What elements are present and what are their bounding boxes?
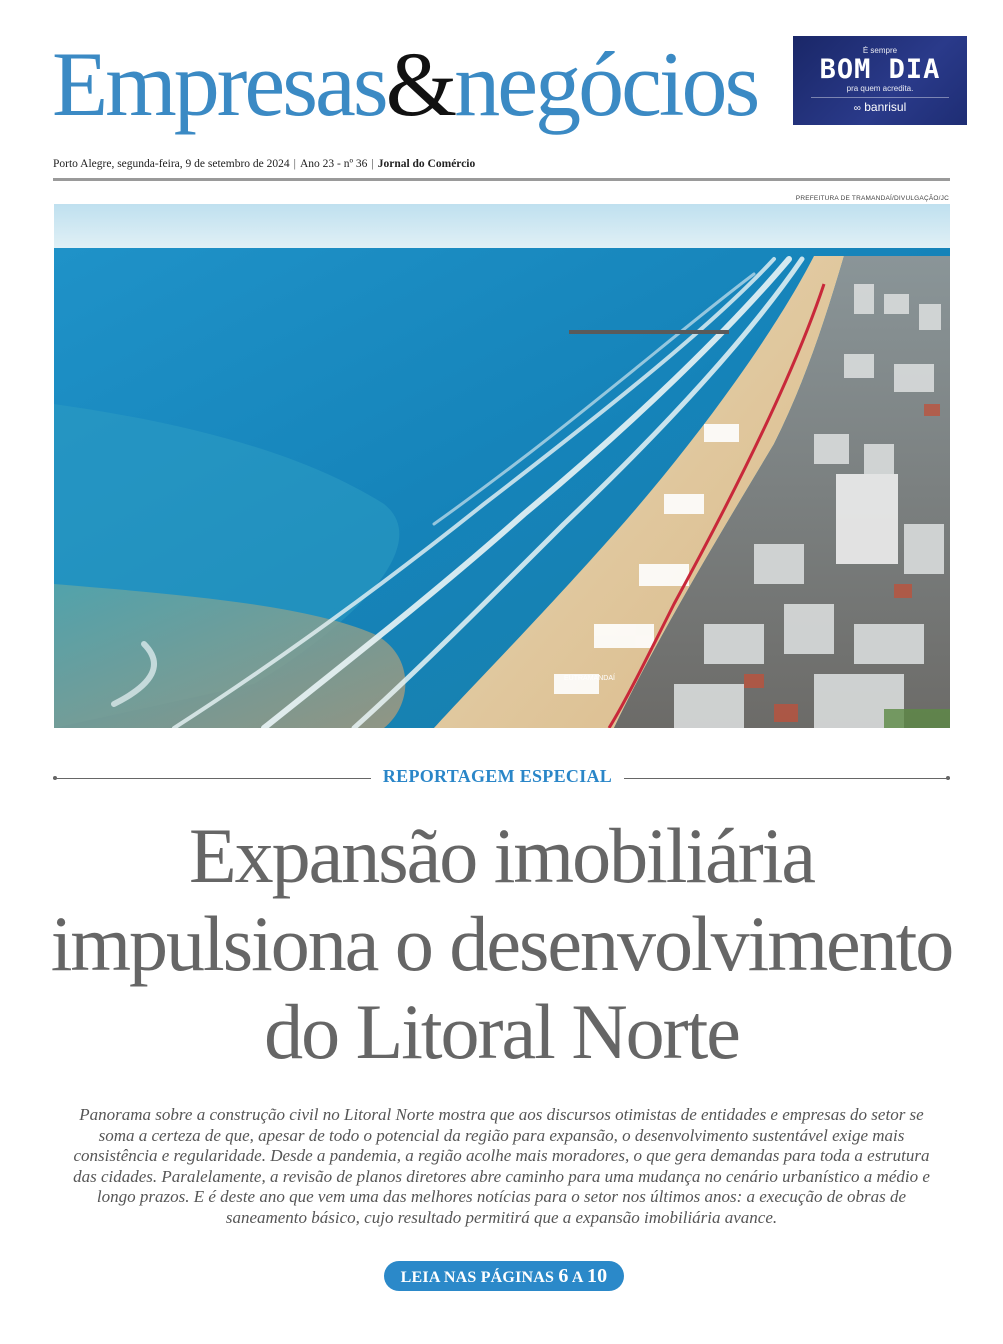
- cta-connector: A: [571, 1269, 583, 1286]
- dateline-paper: Jornal do Comércio: [377, 158, 476, 170]
- aerial-beach-photo: [54, 204, 950, 728]
- headline: [40, 812, 963, 1076]
- masthead-ampersand: &: [385, 33, 455, 135]
- masthead-logo: [52, 22, 772, 147]
- ad-eyebrow: É sempre: [862, 46, 898, 55]
- article-dek: Panorama sobre a construção civil no Litoral Norte mostra que aos discursos otimistas de entidades e empresas do setor se soma a certeza de que, apesar de todo o potencial da região para expansão, o desenvolvimento sustentável exige mais consistência e regularidade. Desde a pandemia, a região acolhe mais moradores, o que gera demandas para toda a estrutura das cidades. Paralelamente, a revisão de planos diretores abre caminho para uma mudança no cenário urbanístico a médio e longo prazos. E é deste ano que vem uma das melhores notícias para o setor nos últimos anos: a execução de obras de saneamento básico, cujo resultado permitirá que a expansão imobiliária avance.: [73, 1105, 930, 1227]
- ad-tagline: pra quem acredita.: [846, 84, 914, 93]
- headline-line: Expansão imobiliária: [189, 812, 814, 899]
- header-rule: [53, 178, 950, 181]
- dateline-separator: |: [371, 158, 374, 170]
- aerial-beach-illustration: [54, 204, 950, 728]
- section-rule-right: [624, 778, 950, 779]
- cta-prefix: LEIA NAS PÁGINAS: [400, 1269, 555, 1286]
- cta-page-to: 10: [586, 1265, 608, 1287]
- dateline-issue: Ano 23 - nº 36: [299, 158, 368, 170]
- ad-divider: [811, 97, 949, 98]
- dateline-place-date: Porto Alegre, segunda-feira, 9 de setembro de 2024: [53, 158, 290, 170]
- masthead-word-negocios: negócios: [454, 33, 758, 135]
- headline-line: impulsiona o desenvolvimento: [50, 900, 953, 987]
- masthead-word-empresas: Empresas: [52, 33, 386, 135]
- ad-brand: [793, 100, 967, 114]
- dateline-separator: |: [293, 158, 296, 170]
- headline-line: do Litoral Norte: [264, 988, 739, 1075]
- cta-page-from: 6: [558, 1265, 569, 1287]
- section-label: REPORTAGEM ESPECIAL: [382, 766, 613, 786]
- banrisul-ad[interactable]: [793, 36, 967, 125]
- section-rule-left: [53, 778, 371, 779]
- read-pages-button[interactable]: [384, 1261, 624, 1291]
- banrisul-logo-icon: ∞: [853, 103, 861, 114]
- ad-brand-label: banrisul: [864, 100, 907, 114]
- eutramandai-sign: EUTRAMANDAÍ: [564, 675, 615, 682]
- section-divider: [53, 766, 950, 792]
- ad-title: BOM DIA: [819, 54, 941, 85]
- dateline: [53, 158, 950, 170]
- photo-credit: PREFEITURA DE TRAMANDAÍ/DIVULGAÇÃO/JC: [795, 195, 949, 202]
